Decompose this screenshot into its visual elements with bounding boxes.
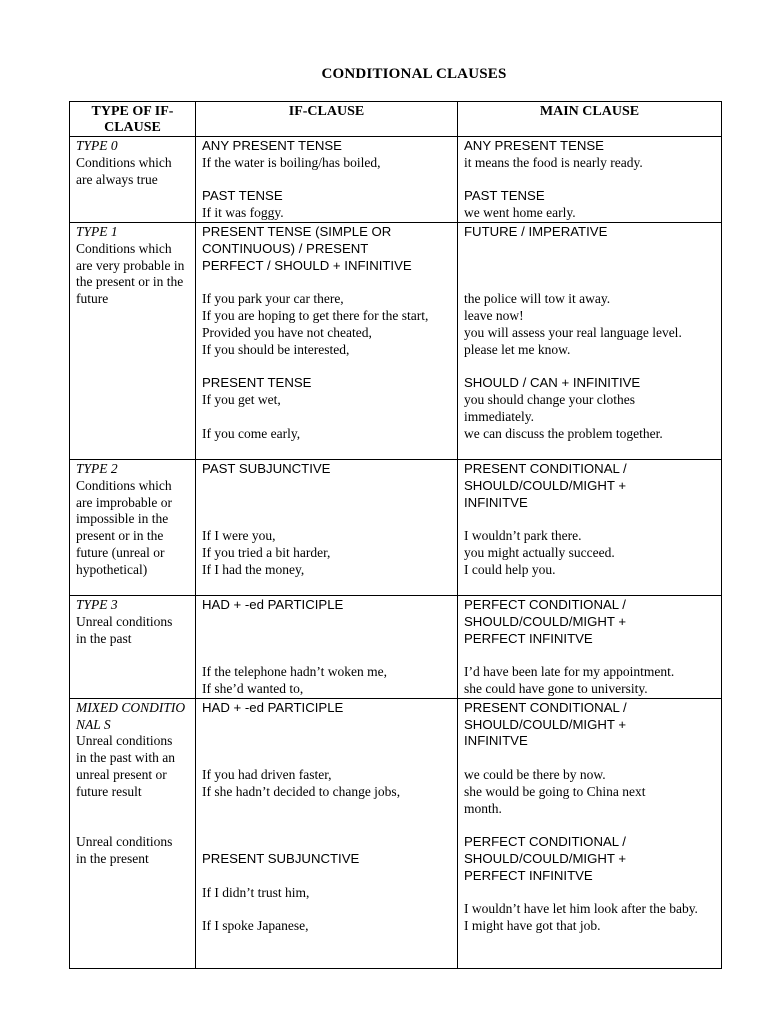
example-text: you might actually succeed. — [464, 544, 615, 560]
tense-label: ANY PRESENT TENSE — [202, 138, 342, 153]
type-description: Unreal conditions in the past with an unreal present or future result — [76, 733, 179, 799]
tense-label: PAST SUBJUNCTIVE — [202, 460, 331, 476]
table-row-mixed — [70, 698, 722, 968]
if-clause-cell — [196, 698, 458, 968]
main-clause-cell — [458, 698, 722, 968]
example-text: If the telephone hadn’t woken me, — [202, 664, 387, 680]
example-text: If you are hoping to get there for the start, — [202, 307, 429, 323]
type-name: TYPE 3 — [76, 596, 118, 612]
type-name: TYPE 0 — [76, 138, 118, 153]
tense-label: SHOULD / CAN + INFINITIVE — [464, 375, 641, 391]
type-description: Conditions which are very probable in the present or in the future — [76, 240, 188, 307]
example-text: the police will tow it away. — [464, 291, 611, 307]
tense-label: HAD + -ed PARTICIPLE — [202, 699, 344, 715]
example-text: If she hadn’t decided to change jobs, — [202, 783, 401, 799]
type-cell — [70, 459, 196, 595]
type-name: MIXED CONDITIONAL S — [76, 699, 186, 732]
example-text: I’d have been late for my appointment. — [464, 664, 675, 680]
main-clause-cell — [458, 595, 722, 698]
header-if-clause: IF-CLAUSE — [196, 102, 458, 137]
example-text: If you had driven faster, — [202, 766, 332, 782]
main-clause-cell — [458, 222, 722, 459]
conditional-clauses-table — [69, 101, 722, 969]
tense-label: PAST TENSE — [464, 188, 545, 204]
example-text: I wouldn’t park there. — [464, 528, 582, 544]
example-text: you will assess your real language level. — [464, 324, 682, 340]
example-text: If you come early, — [202, 425, 301, 441]
if-clause-cell — [196, 459, 458, 595]
example-text: If I didn’t trust him, — [202, 884, 310, 900]
tense-label: HAD + -ed PARTICIPLE — [202, 596, 344, 612]
example-text: we could be there by now. — [464, 766, 606, 782]
example-text: If you park your car there, — [202, 291, 344, 307]
type-description: Unreal conditions in the present — [76, 834, 176, 866]
header-main-clause: MAIN CLAUSE — [458, 102, 722, 137]
if-clause-cell — [196, 595, 458, 698]
example-text: If I were you, — [202, 528, 276, 544]
type-description: Conditions which are improbable or impossible in the present or in the future (unreal or hypothetical) — [76, 477, 176, 577]
example-text: we can discuss the problem together. — [464, 425, 663, 441]
example-text: she could have gone to university. — [464, 680, 648, 696]
tense-label: PRESENT CONDITIONAL / SHOULD/COULD/MIGHT + INFINITVE — [464, 699, 631, 749]
main-clause-cell — [458, 137, 722, 223]
example-text: If I spoke Japanese, — [202, 918, 309, 934]
table-row-type-0 — [70, 137, 722, 223]
type-description: Unreal conditions in the past — [76, 613, 176, 646]
type-description: Conditions which are always true — [76, 154, 176, 187]
tense-label: PERFECT CONDITIONAL / SHOULD/COULD/MIGHT + PERFECT INFINITVE — [464, 596, 630, 646]
tense-label: PAST TENSE — [202, 188, 283, 204]
example-text: I might have got that job. — [464, 918, 601, 934]
example-text: If you get wet, — [202, 391, 281, 407]
header-row — [70, 102, 722, 137]
tense-label: PRESENT CONDITIONAL / SHOULD/COULD/MIGHT + INFINITVE — [464, 460, 631, 510]
example-text: leave now! — [464, 307, 524, 323]
if-clause-cell — [196, 222, 458, 459]
type-cell — [70, 137, 196, 223]
example-text: Provided you have not cheated, — [202, 324, 372, 340]
example-text: If it was foggy. — [202, 205, 284, 221]
example-text: she would be going to China next month. — [464, 783, 649, 816]
main-clause-cell — [458, 459, 722, 595]
table-row-type-2 — [70, 459, 722, 595]
example-text: If I had the money, — [202, 561, 305, 577]
example-text: I wouldn’t have let him look after the baby. — [464, 901, 698, 917]
tense-label: PRESENT SUBJUNCTIVE — [202, 850, 360, 866]
tense-label: PRESENT TENSE — [202, 375, 312, 391]
example-text: we went home early. — [464, 205, 576, 221]
type-name: TYPE 1 — [76, 223, 118, 239]
page-title: CONDITIONAL CLAUSES — [321, 66, 507, 82]
type-cell — [70, 698, 196, 968]
example-text: If you tried a bit harder, — [202, 544, 331, 560]
example-text: you should change your clothes immediately. — [464, 391, 639, 424]
example-text: I could help you. — [464, 561, 556, 577]
table-row-type-3 — [70, 595, 722, 698]
tense-label: PERFECT CONDITIONAL / SHOULD/COULD/MIGHT + PERFECT INFINITVE — [464, 834, 630, 883]
tense-label: ANY PRESENT TENSE — [464, 138, 604, 153]
type-cell — [70, 595, 196, 698]
tense-label: PRESENT TENSE (SIMPLE OR CONTINUOUS) / PRESENT PERFECT / SHOULD + INFINITIVE — [202, 223, 412, 273]
tense-label: FUTURE / IMPERATIVE — [464, 223, 608, 239]
example-text: please let me know. — [464, 341, 571, 357]
example-text: If you should be interested, — [202, 341, 350, 357]
table-row-type-1 — [70, 222, 722, 459]
if-clause-cell — [196, 137, 458, 223]
example-text: If the water is boiling/has boiled, — [202, 154, 381, 170]
example-text: If she’d wanted to, — [202, 680, 304, 696]
type-name: TYPE 2 — [76, 460, 118, 476]
type-cell — [70, 222, 196, 459]
header-type: TYPE OF IF-CLAUSE — [70, 102, 196, 137]
example-text: it means the food is nearly ready. — [464, 154, 643, 170]
